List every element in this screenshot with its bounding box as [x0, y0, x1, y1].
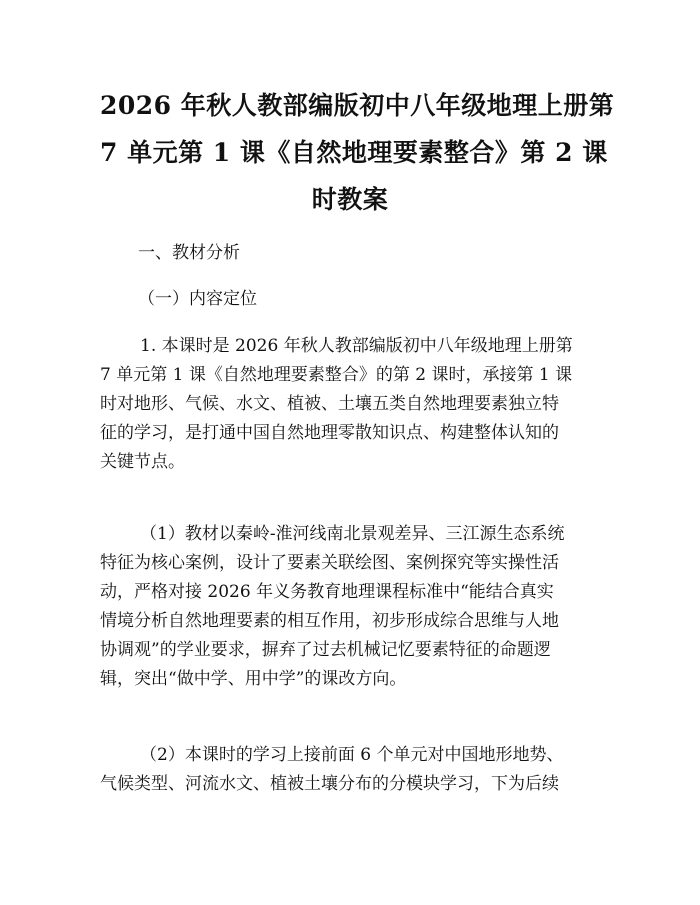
title-line-1: 2026 年秋人教部编版初中八年级地理上册第: [100, 91, 615, 120]
section-heading: 一、教材分析: [138, 243, 240, 263]
paragraph-line: 协调观”的学业要求，摒弃了过去机械记忆要素特征的命题逻: [100, 640, 551, 660]
document-title: [100, 82, 615, 223]
paragraph-line: 1. 本课时是 2026 年秋人教部编版初中八年级地理上册第: [140, 336, 573, 356]
paragraph-1: [100, 332, 600, 477]
subsection-heading: （一）内容定位: [138, 289, 257, 309]
paragraph-line: 特征为核心案例，设计了要素关联绘图、案例探究等实操性活: [100, 553, 559, 573]
paragraph-2: [100, 520, 600, 694]
paragraph-line: 征的学习，是打通中国自然地理零散知识点、构建整体认知的: [100, 423, 559, 443]
paragraph-3: [100, 741, 600, 799]
paragraph-line: 辑，突出“做中学、用中学”的课改方向。: [100, 669, 407, 689]
paragraph-line: 动，严格对接 2026 年义务教育地理课程标准中“能结合真实: [100, 582, 554, 602]
paragraph-line: 时对地形、气候、水文、植被、土壤五类自然地理要素独立特: [100, 394, 559, 414]
title-line-2: 7 单元第 1 课《自然地理要素整合》第 2 课: [100, 138, 608, 167]
paragraph-line: （2）本课时的学习上接前面 6 个单元对中国地形地势、: [140, 745, 564, 765]
paragraph-line: 情境分析自然地理要素的相互作用，初步形成综合思维与人地: [100, 611, 559, 631]
paragraph-line: 7 单元第 1 课《自然地理要素整合》的第 2 课时，承接第 1 课: [100, 365, 573, 385]
paragraph-line: 关键节点。: [100, 452, 185, 472]
title-line-3: 时教案: [311, 185, 389, 214]
paragraph-line: （1）教材以秦岭-淮河线南北景观差异、三江源生态系统: [140, 524, 565, 544]
paragraph-line: 气候类型、河流水文、植被土壤分布的分模块学习，下为后续: [100, 774, 559, 794]
